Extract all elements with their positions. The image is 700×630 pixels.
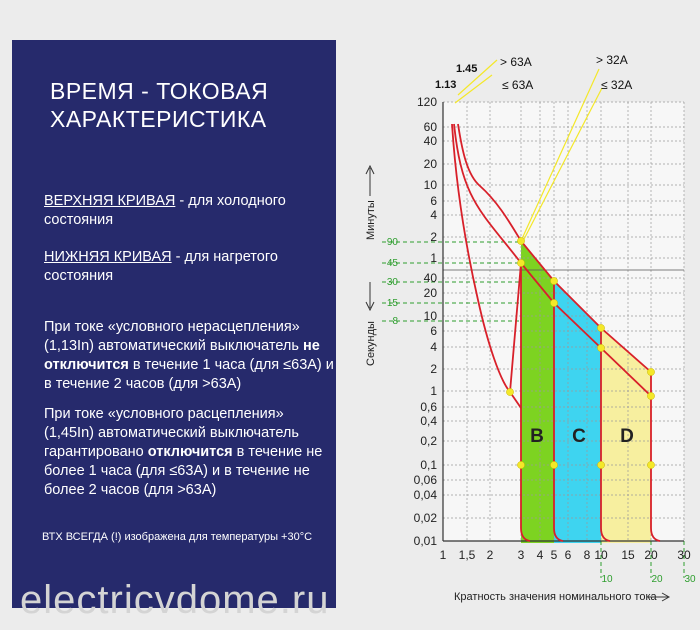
y-label-seconds: Секунды [365,321,377,366]
x-tick-0: 1 [439,548,447,562]
y-tick-green-4: 8 [392,316,398,327]
y-tick-min-7: 2 [430,230,437,244]
y-tick-sec-2: 10 [423,309,437,323]
x-tick-3: 3 [517,548,525,562]
y-tick-min-1: 60 [423,120,437,134]
marker-point-7 [647,392,654,399]
x-tick-10: 20 [644,548,658,562]
panel-title-line1: ВРЕМЯ - ТОКОВАЯ [50,78,269,104]
non-tripping-part1: При токе «условного нерасцепления» (1,13In) автоматический выключатель [44,319,303,354]
y-tick-min-8: 1 [430,251,437,265]
x-tick-green-0: 10 [601,574,613,585]
upper-curve-desc: - для холодного состояния [44,193,286,228]
marker-point-1 [517,259,524,266]
x-tick-11: 30 [677,548,691,562]
y-tick-sec-7: 0,6 [420,400,437,414]
x-axis-label: Кратность значения номинального тока [454,591,657,603]
zone-D-label: D [620,426,634,447]
tripping-part2: в течение не более 1 часа (для ≤63А) и в течение не более 2 часов (для >63А) [44,444,323,498]
lower-curve-term: НИЖНЯЯ КРИВАЯ [44,249,172,265]
x-tick-1: 1,5 [458,548,476,562]
y-tick-green-2: 30 [386,277,398,288]
y-tick-min-3: 20 [423,157,437,171]
y-tick-sec-0: 40 [423,271,437,285]
x-tick-8: 10 [594,548,608,562]
label-145: 1.45 [456,63,478,75]
label-113: 1.13 [435,79,457,91]
y-tick-sec-6: 1 [430,384,437,398]
x-tick-4: 4 [536,548,544,562]
y-tick-sec-12: 0,04 [413,488,437,502]
y-tick-min-2: 40 [423,134,437,148]
label-gt63: > 63A [500,55,532,69]
zone-C-label: C [572,426,586,447]
x-tick-6: 6 [564,548,572,562]
y-tick-green-1: 45 [386,258,398,269]
x-tick-green-1: 20 [651,574,663,585]
marker-point-9 [517,461,524,468]
x-tick-green-2: 30 [684,574,696,585]
y-tick-sec-10: 0,1 [420,458,437,472]
yellow-guide-113 [455,75,492,103]
x-tick-2: 2 [486,548,494,562]
lower-curve-desc: - для нагретого состояния [44,249,278,284]
label-le63: ≤ 63A [502,78,534,92]
marker-point-12 [647,461,654,468]
y-tick-min-6: 4 [430,208,437,222]
temperature-note: ВТХ ВСЕГДА (!) изображена для температуры +30°С [42,531,313,543]
marker-point-5 [597,344,604,351]
y-tick-sec-5: 2 [430,362,437,376]
non-tripping-bold: не отключится [44,338,320,373]
zone-B-label: B [530,426,544,447]
y-tick-sec-14: 0,01 [413,534,437,548]
marker-point-6 [647,368,654,375]
x-tick-5: 5 [550,548,558,562]
y-tick-min-5: 6 [430,194,437,208]
zone-B-fill [521,241,554,543]
marker-point-10 [550,461,557,468]
panel-title-line2: ХАРАКТЕРИСТИКА [50,106,267,132]
upper-curve-term: ВЕРХНЯЯ КРИВАЯ [44,193,176,209]
marker-point-3 [550,299,557,306]
y-tick-sec-1: 20 [423,286,437,300]
y-label-minutes: Минуты [365,200,377,240]
tripping-part1: При токе «условного расцепления» (1,45In) автоматический выключатель гарантировано [44,406,299,460]
arrow-minutes-icon [366,166,374,196]
x-tick-9: 15 [621,548,635,562]
y-tick-sec-13: 0,02 [413,511,437,525]
label-gt32: > 32A [596,53,628,67]
label-le32: ≤ 32A [601,78,633,92]
y-tick-min-4: 10 [423,178,437,192]
y-tick-sec-9: 0,2 [420,434,437,448]
non-tripping-part2: в течение 1 часа (для ≤63А) и в течение 2 часов (для >63А) [44,357,334,392]
arrow-seconds-icon [366,282,374,310]
y-tick-green-0: 90 [386,237,398,248]
y-tick-min-0: 120 [416,95,437,109]
marker-point-2 [550,277,557,284]
y-tick-sec-11: 0,06 [413,473,437,487]
y-tick-sec-4: 4 [430,340,437,354]
marker-point-11 [597,461,604,468]
tripping-bold: отключится [147,444,233,460]
watermark: electricvdome.ru [20,578,330,622]
y-tick-sec-3: 6 [430,324,437,338]
marker-point-4 [597,324,604,331]
x-tick-7: 8 [583,548,591,562]
marker-point-0 [517,237,524,244]
y-tick-green-3: 15 [386,298,398,309]
y-tick-sec-8: 0,4 [420,414,437,428]
marker-point-8 [506,388,513,395]
